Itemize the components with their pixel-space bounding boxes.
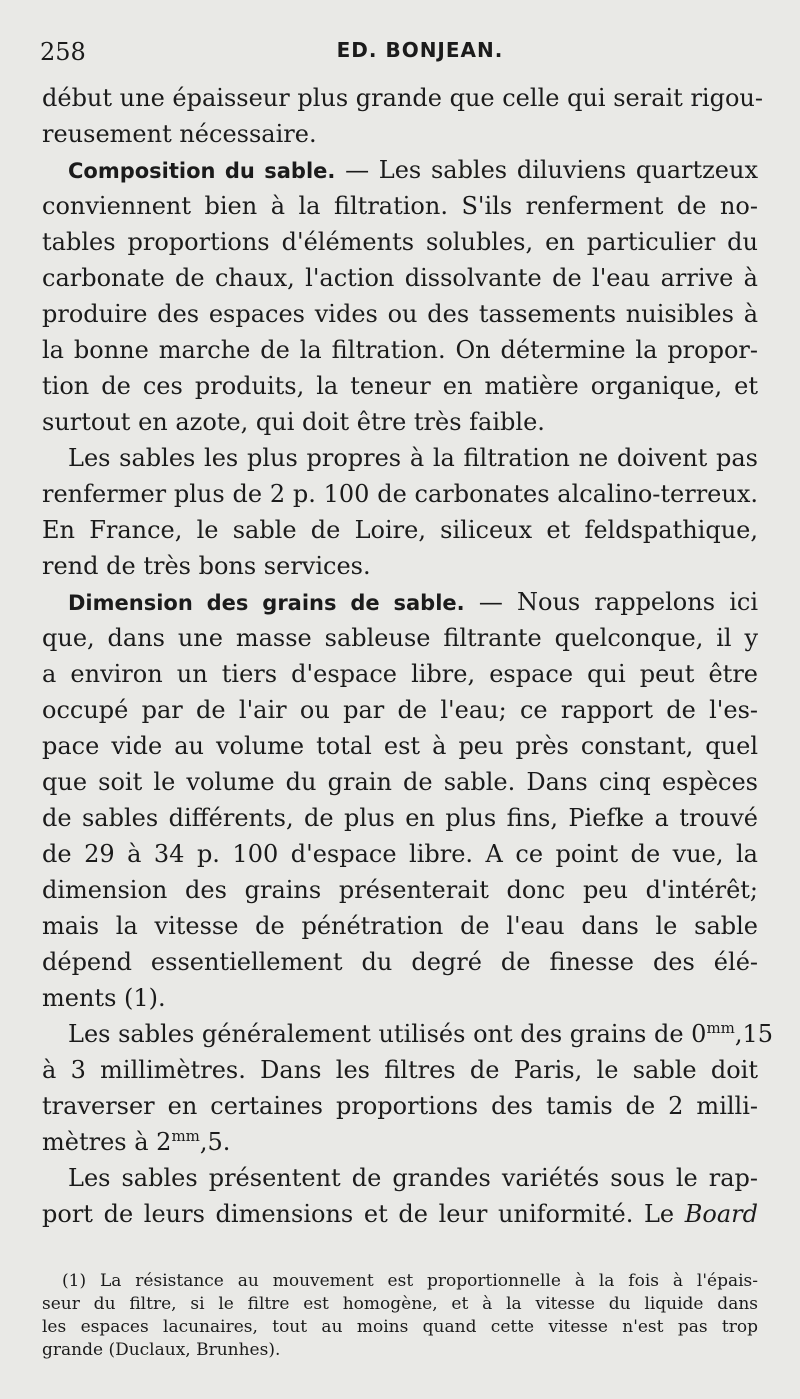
running-head: ED. BONJEAN.: [336, 38, 504, 62]
text-line: reusement nécessaire.: [42, 120, 317, 148]
text-line: que, dans une masse sableuse filtrante quelconque, il y: [42, 624, 758, 652]
page-header: [40, 38, 760, 78]
text-line: [42, 1124, 758, 1160]
text-line: la bonne marche de la filtration. On détermine la propor-: [42, 336, 758, 364]
text-fragment: — Nous rappelons ici: [464, 588, 759, 616]
text-line: occupé par de l'air ou par de l'eau; ce rapport de l'es-: [42, 696, 758, 724]
unit-superscript: mm: [706, 1019, 735, 1037]
text-line: [42, 1016, 774, 1052]
text-line: pace vide au volume total est à peu près constant, quel: [42, 732, 758, 760]
text-line: surtout en azote, qui doit être très faible.: [42, 408, 545, 436]
section-heading-dimension: Dimension des grains de sable.: [68, 591, 465, 615]
footnote-line: grande (Duclaux, Brunhes).: [42, 1340, 281, 1360]
italic-word: Board: [684, 1200, 758, 1228]
text-line: Les sables présentent de grandes variétés sous le rap-: [68, 1164, 758, 1192]
text-fragment: ,15: [734, 1020, 774, 1048]
text-line: tion de ces produits, la teneur en matière organique, et: [42, 372, 758, 400]
text-line: tables proportions d'éléments solubles, en particulier du: [42, 228, 758, 256]
text-line: de sables différents, de plus en plus fins, Piefke a trouvé: [42, 804, 758, 832]
text-line: début une épaisseur plus grande que celle qui serait rigou-: [42, 84, 763, 112]
text-line: rend de très bons services.: [42, 552, 371, 580]
text-line: renfermer plus de 2 p. 100 de carbonates alcalino-terreux.: [42, 480, 758, 508]
text-line: de 29 à 34 p. 100 d'espace libre. A ce point de vue, la: [42, 840, 758, 868]
footnote-line: (1) La résistance au mouvement est proportionnelle à la fois à l'épais-: [62, 1271, 758, 1291]
text-line: dépend essentiellement du degré de finesse des élé-: [42, 948, 758, 976]
text-line: à 3 millimètres. Dans les filtres de Paris, le sable doit: [42, 1056, 758, 1084]
section-heading-composition: Composition du sable.: [68, 159, 336, 183]
text-line: produire des espaces vides ou des tassements nuisibles à: [42, 300, 758, 328]
section-line: [42, 152, 758, 188]
text-line: [42, 1196, 758, 1232]
text-fragment: ,5.: [199, 1128, 231, 1156]
text-line: Les sables les plus propres à la filtration ne doivent pas: [68, 444, 758, 472]
text-fragment: mètres à 2: [42, 1128, 172, 1156]
text-line: ments (1).: [42, 984, 166, 1012]
text-line: carbonate de chaux, l'action dissolvante de l'eau arrive à: [42, 264, 758, 292]
text-line: a environ un tiers d'espace libre, espace qui peut être: [42, 660, 758, 688]
footnote-line: les espaces lacunaires, tout au moins quand cette vitesse n'est pas trop: [42, 1317, 758, 1337]
text-line: conviennent bien à la filtration. S'ils renferment de no-: [42, 192, 758, 220]
text-line: dimension des grains présenterait donc peu d'intérêt;: [42, 876, 758, 904]
text-line: En France, le sable de Loire, siliceux et feldspathique,: [42, 516, 758, 544]
unit-superscript: mm: [171, 1127, 200, 1145]
text-fragment: Les sables généralement utilisés ont des grains de 0: [68, 1020, 707, 1048]
text-fragment: — Les sables diluviens quartzeux: [335, 156, 758, 184]
page-number: 258: [40, 38, 86, 66]
text-line: mais la vitesse de pénétration de l'eau dans le sable: [42, 912, 758, 940]
text-fragment: port de leurs dimensions et de leur uniformité. Le: [42, 1200, 685, 1228]
section-line: [42, 584, 758, 620]
text-line: traverser en certaines proportions des tamis de 2 milli-: [42, 1092, 758, 1120]
text-line: que soit le volume du grain de sable. Dans cinq espèces: [42, 768, 758, 796]
footnote-line: seur du filtre, si le filtre est homogène, et à la vitesse du liquide dans: [42, 1294, 758, 1314]
